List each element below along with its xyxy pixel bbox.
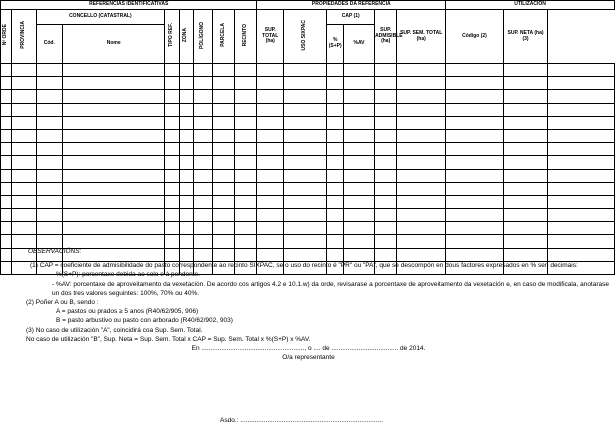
table-cell[interactable] [235,209,257,222]
table-cell[interactable] [36,143,63,156]
table-cell[interactable] [179,116,193,129]
table-cell[interactable] [548,169,615,182]
table-cell[interactable] [235,169,257,182]
table-cell[interactable] [235,156,257,169]
table-cell[interactable] [212,77,234,90]
table-cell[interactable] [63,156,165,169]
table-cell[interactable] [257,209,284,222]
table-cell[interactable] [503,222,547,235]
table-cell[interactable] [503,116,547,129]
table-cell[interactable] [194,222,213,235]
table-cell[interactable] [375,129,397,142]
table-cell[interactable] [375,209,397,222]
table-cell[interactable] [257,116,284,129]
table-row [1,116,615,129]
table-cell[interactable] [1,143,12,156]
table-cell[interactable] [446,77,504,90]
table-cell[interactable] [375,222,397,235]
table-cell[interactable] [194,90,213,103]
table-row [1,129,615,142]
table-cell[interactable] [12,195,36,208]
table-cell[interactable] [446,103,504,116]
table-cell[interactable] [503,90,547,103]
table-cell[interactable] [165,77,179,90]
table-cell[interactable] [397,64,446,77]
header-utilizacion: UTILIZACIÓN [446,1,615,10]
table-cell[interactable] [1,64,12,77]
table-cell[interactable] [1,77,12,90]
table-cell[interactable] [1,182,12,195]
table-cell[interactable] [212,209,234,222]
table-cell[interactable] [194,182,213,195]
table-cell[interactable] [165,129,179,142]
header-parcela: PARCELA [212,10,234,64]
table-cell[interactable] [343,209,374,222]
note-3: (3) No caso de utilización "A", coincidirá coa Sup. Sem. Total. [26,326,203,334]
header-n-orde: Nº ORDE [1,10,12,64]
table-cell[interactable] [165,103,179,116]
table-cell[interactable] [375,182,397,195]
table-cell[interactable] [397,156,446,169]
representative-label: O/a representante [282,354,335,362]
table-cell[interactable] [36,77,63,90]
table-cell[interactable] [36,169,63,182]
table-cell[interactable] [235,222,257,235]
table-cell[interactable] [12,169,36,182]
table-cell[interactable] [284,143,327,156]
table-cell[interactable] [63,90,165,103]
table-cell[interactable] [179,90,193,103]
table-cell[interactable] [212,64,234,77]
table-cell[interactable] [446,156,504,169]
table-cell[interactable] [63,103,165,116]
table-cell[interactable] [235,129,257,142]
table-cell[interactable] [1,116,12,129]
table-cell[interactable] [12,77,36,90]
signature-line: Asdo.: ............................................................................... [220,417,383,424]
table-cell[interactable] [343,103,374,116]
table-cell[interactable] [12,129,36,142]
header-tipo-ref: TIPO REF. [165,10,179,64]
table-cell[interactable] [446,222,504,235]
table-cell[interactable] [327,90,344,103]
note-2b: B = pasto arbustivo ou pasto con arborado (R40/62/902, 903) [56,317,233,325]
table-cell[interactable] [503,169,547,182]
table-cell[interactable] [36,222,63,235]
table-cell[interactable] [284,222,327,235]
table-cell[interactable] [165,195,179,208]
table-cell[interactable] [257,77,284,90]
table-cell[interactable] [503,156,547,169]
header-poligono: POLÍGONO [194,10,213,64]
table-cell[interactable] [194,195,213,208]
table-cell[interactable] [397,209,446,222]
table-cell[interactable] [548,222,615,235]
table-cell[interactable] [1,103,12,116]
table-cell[interactable] [446,90,504,103]
table-cell[interactable] [397,129,446,142]
table-cell[interactable] [327,182,344,195]
header-codigo: Código (2) [446,10,504,64]
table-cell[interactable] [1,195,12,208]
table-cell[interactable] [212,116,234,129]
table-cell[interactable] [548,156,615,169]
table-cell[interactable] [375,195,397,208]
table-cell[interactable] [397,169,446,182]
table-cell[interactable] [327,64,344,77]
header-provincia: PROVINCIA [12,10,36,64]
table-cell[interactable] [397,222,446,235]
table-cell[interactable] [397,116,446,129]
table-cell[interactable] [63,209,165,222]
table-cell[interactable] [503,209,547,222]
table-row [1,222,615,235]
table-cell[interactable] [212,129,234,142]
table-cell[interactable] [36,103,63,116]
table-cell[interactable] [343,77,374,90]
observations-title: OBSERVACIÓNS: [28,248,82,255]
table-cell[interactable] [375,64,397,77]
table-cell[interactable] [12,209,36,222]
table-cell[interactable] [63,195,165,208]
table-cell[interactable] [327,222,344,235]
table-cell[interactable] [212,169,234,182]
table-cell[interactable] [257,129,284,142]
table-cell[interactable] [194,209,213,222]
note-1a: - %(S+P): porcentaxe debida ao solo e á pendente. [52,271,200,279]
header-sup-admisible: SUP. ADMISIBLE (ha) [375,10,397,64]
table-cell[interactable] [179,143,193,156]
table-cell[interactable] [343,156,374,169]
table-cell[interactable] [63,77,165,90]
table-cell[interactable] [503,195,547,208]
table-cell[interactable] [179,103,193,116]
table-cell[interactable] [503,182,547,195]
header-s-p: %(S+P) [327,25,344,64]
table-cell[interactable] [165,156,179,169]
table-cell[interactable] [194,103,213,116]
table-cell[interactable] [235,143,257,156]
table-cell[interactable] [12,103,36,116]
table-cell[interactable] [212,90,234,103]
table-cell[interactable] [12,182,36,195]
table-cell[interactable] [257,156,284,169]
table-cell[interactable] [194,116,213,129]
table-cell[interactable] [375,90,397,103]
table-cell[interactable] [375,103,397,116]
table-cell[interactable] [1,169,12,182]
table-cell[interactable] [446,182,504,195]
table-cell[interactable] [284,129,327,142]
table-cell[interactable] [343,143,374,156]
table-cell[interactable] [1,90,12,103]
table-cell[interactable] [165,182,179,195]
table-cell[interactable] [235,90,257,103]
table-cell[interactable] [235,195,257,208]
table-cell[interactable] [257,103,284,116]
table-cell[interactable] [327,103,344,116]
table-cell[interactable] [63,64,165,77]
table-cell[interactable] [446,169,504,182]
table-cell[interactable] [179,169,193,182]
place-date-line: En ........................................................., o .... de ..................................... de 2014. [191,345,426,353]
table-cell[interactable] [284,90,327,103]
table-cell[interactable] [63,222,165,235]
header-nome: Nome [63,25,165,64]
table-cell[interactable] [212,182,234,195]
header-recinto: RECINTO [235,10,257,64]
table-cell[interactable] [212,103,234,116]
table-cell[interactable] [1,222,12,235]
header-uso-sixpac: USO SIXPAC [284,10,327,64]
table-row [1,77,615,90]
table-cell[interactable] [375,143,397,156]
note-1b: - %AV: porcentaxe de aproveitamento da vexetación. De acordo cos artigos 4.2 e 10.1.w) da orde, revisarase a porcentaxe de aproveitamento da vexetación e, en caso de modificala, anotarase un dos tres valores seguintes: 100%, 70% ou 40%. [52,280,609,297]
table-cell[interactable] [343,182,374,195]
header-sup-total: SUP. TOTAL (ha) [257,10,284,64]
table-cell[interactable] [343,169,374,182]
table-cell[interactable] [179,209,193,222]
table-cell[interactable] [235,182,257,195]
table-cell[interactable] [375,156,397,169]
table-cell[interactable] [179,77,193,90]
table-cell[interactable] [327,156,344,169]
table-row [1,209,615,222]
table-cell[interactable] [36,116,63,129]
table-cell[interactable] [63,182,165,195]
table-cell[interactable] [1,235,12,248]
table-cell[interactable] [397,90,446,103]
table-cell[interactable] [63,116,165,129]
table-cell[interactable] [548,64,615,77]
table-cell[interactable] [12,90,36,103]
table-cell[interactable] [179,182,193,195]
header-zona: ZONA [179,10,193,64]
table-cell[interactable] [284,77,327,90]
table-cell[interactable] [12,64,36,77]
table-cell[interactable] [327,116,344,129]
table-cell[interactable] [257,195,284,208]
table-body [1,64,615,275]
table-cell[interactable] [446,64,504,77]
table-cell[interactable] [446,195,504,208]
table-cell[interactable] [446,116,504,129]
table-cell[interactable] [397,195,446,208]
table-row [1,64,615,77]
table-cell[interactable] [446,209,504,222]
table-cell[interactable] [36,209,63,222]
header-av: %AV [343,25,374,64]
header-propiedades-referencia: PROPIEDADES DA REFERENCIA [257,1,446,10]
table-cell[interactable] [284,195,327,208]
table-cell[interactable] [503,64,547,77]
table-cell[interactable] [343,64,374,77]
table-cell[interactable] [165,222,179,235]
table-cell[interactable] [63,129,165,142]
table-cell[interactable] [194,129,213,142]
table-cell[interactable] [194,64,213,77]
table-cell[interactable] [257,182,284,195]
table-cell[interactable] [503,143,547,156]
table-row [1,90,615,103]
table-cell[interactable] [284,103,327,116]
table-cell[interactable] [257,143,284,156]
table-row [1,156,615,169]
table-cell[interactable] [284,116,327,129]
table-cell[interactable] [212,156,234,169]
table-cell[interactable] [343,129,374,142]
table-cell[interactable] [36,156,63,169]
table-cell[interactable] [12,143,36,156]
table-cell[interactable] [284,182,327,195]
table-cell[interactable] [194,77,213,90]
table-cell[interactable] [63,143,165,156]
table-cell[interactable] [235,103,257,116]
table-cell[interactable] [1,261,12,274]
table-cell[interactable] [548,77,615,90]
note-2a: A = pastos ou prados ≥ 5 anos (R40/62/905, 906) [56,308,199,316]
table-cell[interactable] [12,222,36,235]
table-cell[interactable] [397,143,446,156]
table-cell[interactable] [165,209,179,222]
table-cell[interactable] [503,77,547,90]
table-row [1,169,615,182]
table-cell[interactable] [235,77,257,90]
table-cell[interactable] [548,182,615,195]
table-cell[interactable] [257,64,284,77]
table-cell[interactable] [446,129,504,142]
table-cell[interactable] [446,143,504,156]
table-cell[interactable] [36,182,63,195]
table-cell[interactable] [165,116,179,129]
table-row [1,103,615,116]
table-cell[interactable] [12,116,36,129]
table-cell[interactable] [1,129,12,142]
table-row [1,143,615,156]
table-cell[interactable] [548,103,615,116]
table-cell[interactable] [548,129,615,142]
table-cell[interactable] [375,169,397,182]
table-cell[interactable] [327,195,344,208]
table-cell[interactable] [165,169,179,182]
table-row [1,195,615,208]
header-sup-neta: SUP. NETA (ha) (3) [503,10,547,64]
table-cell[interactable] [194,143,213,156]
table-cell[interactable] [1,209,12,222]
table-cell[interactable] [548,143,615,156]
table-cell[interactable] [284,169,327,182]
table-cell[interactable] [327,209,344,222]
table-cell[interactable] [343,116,374,129]
table-cell[interactable] [284,209,327,222]
table-cell[interactable] [548,195,615,208]
table-cell[interactable] [503,129,547,142]
table-cell[interactable] [327,169,344,182]
table-cell[interactable] [179,156,193,169]
table-cell[interactable] [179,64,193,77]
note-2: (2) Poñer A ou B, sendo : [26,299,99,307]
table-row [1,182,615,195]
table-cell[interactable] [179,222,193,235]
table-cell[interactable] [194,156,213,169]
table-cell[interactable] [165,64,179,77]
table-cell[interactable] [257,222,284,235]
table-cell[interactable] [284,64,327,77]
note-3b: No caso de utilización "B", Sup. Neta = Sup. Sem. Total x CAP = Sup. Sem. Total x %(S+P) x %AV. [26,335,311,343]
table-cell[interactable] [212,195,234,208]
table-cell[interactable] [165,90,179,103]
table-cell[interactable] [194,169,213,182]
table-cell[interactable] [503,103,547,116]
table-cell[interactable] [36,64,63,77]
table-cell[interactable] [165,143,179,156]
table-cell[interactable] [1,248,12,261]
note-1: (1) CAP = coeficiente de admisibilidade do pasto correspondente ao recinto SIXPAC, se o uso do recinto é "PR" ou "PA", que se descompón en dous factores expresados en % sen decimais: [30,262,578,270]
table-cell[interactable] [375,116,397,129]
header-cod: Cód. [36,25,63,64]
table-cell[interactable] [375,77,397,90]
table-cell[interactable] [548,90,615,103]
table-cell[interactable] [257,169,284,182]
table-cell[interactable] [1,156,12,169]
table-cell[interactable] [327,77,344,90]
table-cell[interactable] [36,90,63,103]
table-cell[interactable] [343,90,374,103]
table-cell[interactable] [327,129,344,142]
table-cell[interactable] [397,77,446,90]
table-cell[interactable] [257,90,284,103]
table-cell[interactable] [179,129,193,142]
table-cell[interactable] [36,129,63,142]
table-cell[interactable] [343,195,374,208]
table-cell[interactable] [397,103,446,116]
header-cap: CAP (1) [327,10,375,25]
table-cell[interactable] [179,195,193,208]
table-cell[interactable] [397,182,446,195]
table-cell[interactable] [12,156,36,169]
table-cell[interactable] [235,64,257,77]
table-cell[interactable] [548,116,615,129]
table-cell[interactable] [548,209,615,222]
table-cell[interactable] [212,222,234,235]
header-referencias-identificativas: REFERENCIAS IDENTIFICATIVAS [1,1,257,10]
table-cell[interactable] [343,222,374,235]
table-cell[interactable] [327,143,344,156]
table-cell[interactable] [235,116,257,129]
header-concello: CONCELLO (CATASTRAL) [36,10,165,25]
table-cell[interactable] [284,156,327,169]
header-sup-sem-total: SUP. SEM. TOTAL (ha) [397,10,446,64]
table-cell[interactable] [63,169,165,182]
table-cell[interactable] [212,143,234,156]
table-cell[interactable] [36,195,63,208]
observations-section [26,247,609,362]
